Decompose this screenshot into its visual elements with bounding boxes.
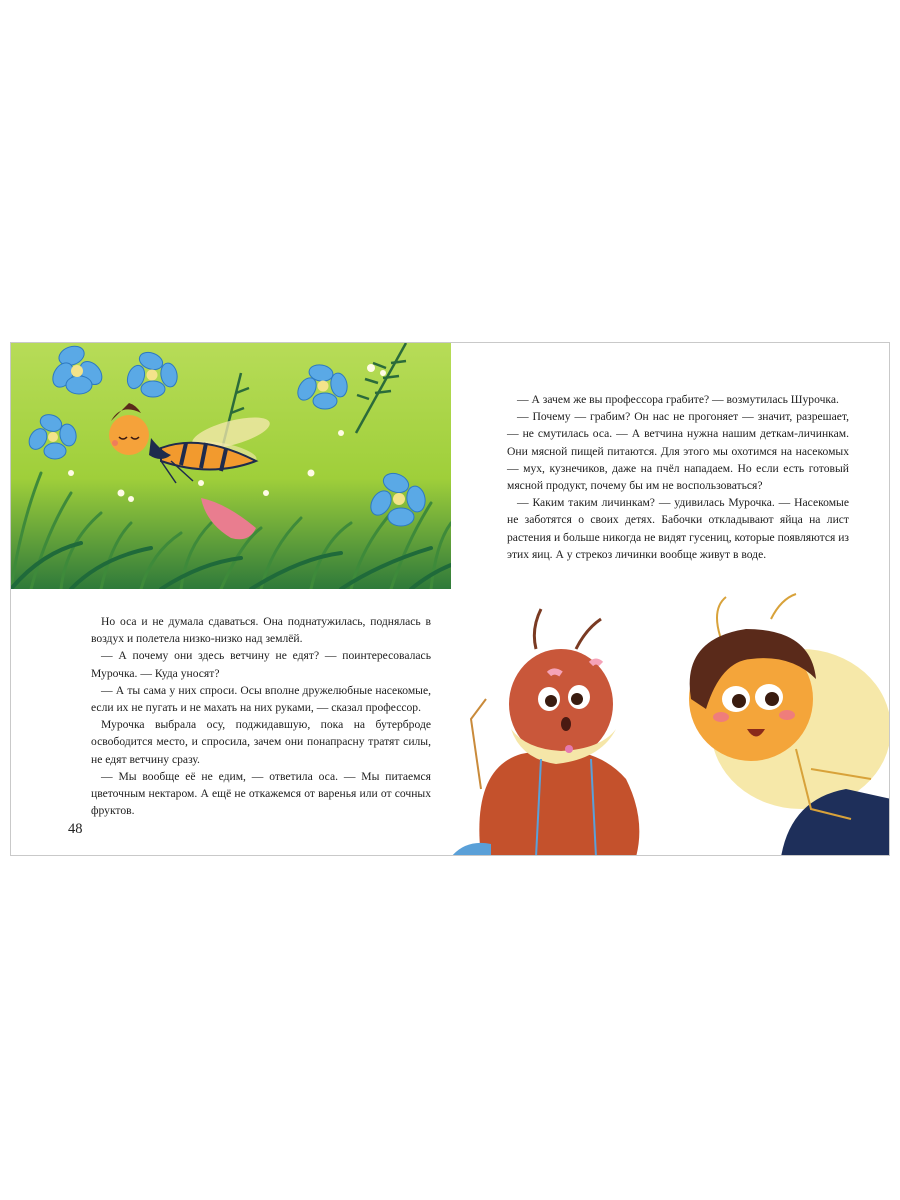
book-spread: [10, 342, 890, 856]
meadow-wasp-illustration: [11, 343, 451, 589]
right-page-text: [507, 391, 849, 563]
paragraph: — Почему — грабим? Он нас не прогоняет — значит, разрешает, — не смутилась оса. — А ветчина нужна нашим деткам-личинкам. Они мясной пищей питаются. Для этого мы охотимся на насекомых — мух, кузнечиков, даже на пчёл нападаем. Но если есть готовый мясной продукт, почему бы им не воспользоваться?: [507, 410, 849, 493]
paragraph: — А зачем же вы профессора грабите? — возмутилась Шурочка.: [517, 393, 839, 406]
paragraph: — Мы вообще её не едим, — ответила оса. — Мы питаемся цветочным нектаром. А ещё не откажемся от варенья или от сочных фруктов.: [91, 769, 431, 818]
left-page: [11, 343, 451, 855]
paragraph: Но оса и не думала сдаваться. Она поднатужилась, поднялась в воздух и полетела низко-низко над землёй.: [91, 615, 431, 646]
insect-characters-illustration: [451, 589, 890, 856]
page-number: 48: [68, 821, 83, 837]
right-page: [451, 343, 890, 855]
paragraph: — А почему они здесь ветчину не едят? — поинтересовалась Мурочка. — Куда уносят?: [91, 649, 431, 680]
paragraph: Мурочка выбрала осу, поджидавшую, пока на бутерброде освободится место, и спросила, зачем они понапрасну тратят силы, не едят ветчину сразу.: [91, 718, 431, 766]
paragraph: — Каким таким личинкам? — удивилась Мурочка. — Насекомые не заботятся о своих детях. Бабочки откладывают яйца на лист растения и больше никогда не видят гусениц, которые появляются из этих яиц. А у стрекоз личинки вообще живут в воде.: [507, 496, 849, 561]
yellow-insect-lady: [689, 594, 890, 856]
red-insect-girl: [451, 609, 639, 856]
paragraph: — А ты сама у них спроси. Осы вполне дружелюбные насекомые, если их не пугать и не махать на них руками, — сказал профессор.: [91, 683, 431, 715]
left-page-text: [91, 613, 431, 819]
